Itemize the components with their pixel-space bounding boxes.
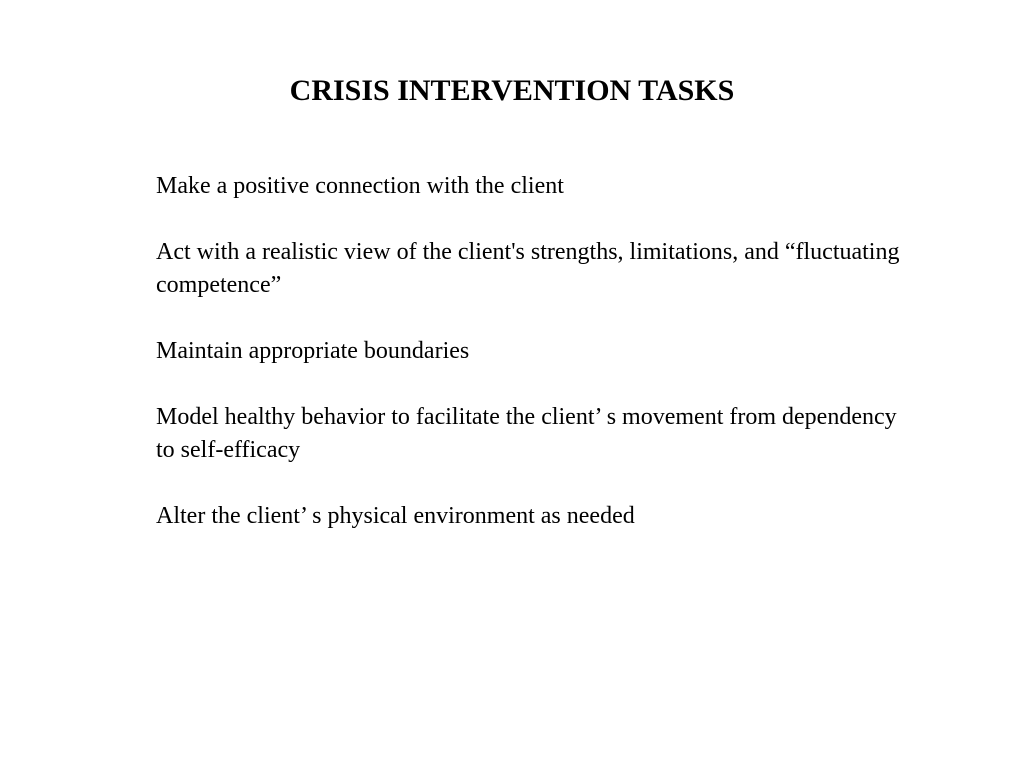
task-item-realistic-view: Act with a realistic view of the client's strengths, limitations, and “fluctuating competence” <box>156 239 900 298</box>
task-item-model-behavior: Model healthy behavior to facilitate the client’ s movement from dependency to self-efficacy <box>156 404 897 463</box>
task-item-environment: Alter the client’ s physical environment as needed <box>156 503 635 529</box>
task-item-connection: Make a positive connection with the client <box>156 173 564 199</box>
task-item-boundaries: Maintain appropriate boundaries <box>156 338 470 364</box>
task-list <box>156 170 916 533</box>
slide-title: CRISIS INTERVENTION TASKS <box>289 74 735 107</box>
